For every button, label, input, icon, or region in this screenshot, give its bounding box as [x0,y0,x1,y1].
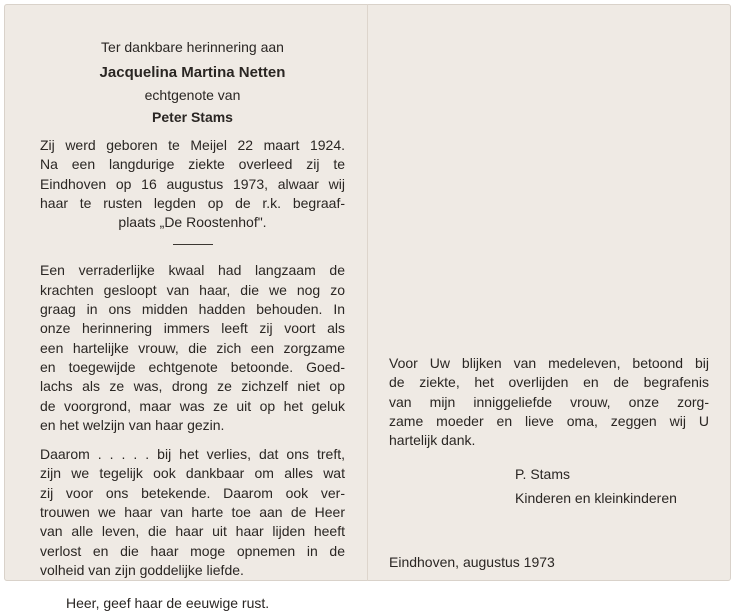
bio-line: Zij werd geboren te Meijel 22 maart 1924. [40,137,345,153]
verse-line: zijn we tegelijk ook dankbaar om alles wat [40,465,345,482]
left-panel [40,38,345,612]
verse-line: trouwen we haar van harte toe aan de Heer [40,504,345,521]
intro-line: Ter dankbare herinnering aan [101,39,284,55]
divider-rule [173,244,213,245]
signature-block [515,462,709,510]
verse-line: zij voor ons betekende. Daarom ook ver- [40,484,345,501]
verse-line: lachs als ze was, drong ze zichzelf niet op [40,378,345,395]
verse-line: krachten gesloopt van haar, die we nog zo [40,281,345,298]
signature-family: Kinderen en kleinkinderen [515,490,677,507]
verse-line: volheid van zijn goddelijke liefde. [40,561,244,578]
verse-line: onze herinnering immers leeft zij voort als [40,320,345,337]
thanks-line: van mijn inniggeliefde vrouw, onze zorg- [389,393,709,410]
closing-prayer: Heer, geef haar de eeuwige rust. [66,595,270,612]
place-date: Eindhoven, augustus 1973 [389,554,555,571]
verse-line: van alle leven, die haar uit haar lijden heeft [40,523,345,540]
signature-name: P. Stams [515,466,570,483]
verse-line: en toegewijde echtgenote betoonde. Goed- [40,358,345,375]
spouse-name: Peter Stams [152,109,233,125]
gratitude-paragraph [40,445,345,580]
spouse-label: echtgenote van [144,87,241,103]
verse-line: de voorgrond, maar was ze uit op het geluk [40,397,345,414]
bio-line: Eindhoven op 16 augustus 1973, alwaar wij [40,175,345,192]
verse-line: graag in ons midden hadden behouden. In [40,301,345,318]
bio-line: haar te rusten legden op de r.k. begraaf- [40,194,345,211]
deceased-name: Jacquelina Martina Netten [99,64,286,81]
thanks-line: zame moeder en lieve oma, zeggen wij U [389,412,709,429]
thanks-line: de ziekte, het overlijden en de begrafenis [389,374,709,391]
thanks-line: hartelijk dank. [389,432,476,449]
verse-line: verlost en die haar moge opnemen in de [40,542,345,559]
right-panel [389,354,709,570]
remembrance-paragraph [40,261,345,435]
bio-line: Na een langdurige ziekte overleed zij te [40,156,345,173]
verse-line: Een verraderlijke kwaal had langzaam de [40,262,345,279]
thanks-line: Voor Uw blijken van medeleven, betoond bij [389,355,709,371]
thanks-paragraph [389,354,709,450]
biography-paragraph [40,136,345,232]
verse-line: en het welzijn van haar gezin. [40,416,225,433]
fold-line [367,4,368,581]
bio-line: plaats „De Roostenhof". [118,214,267,231]
verse-line: een hartelijke vrouw, die zich een zorgzame [40,339,345,356]
verse-line: Daarom . . . . . bij het verlies, dat ons treft, [40,446,345,463]
